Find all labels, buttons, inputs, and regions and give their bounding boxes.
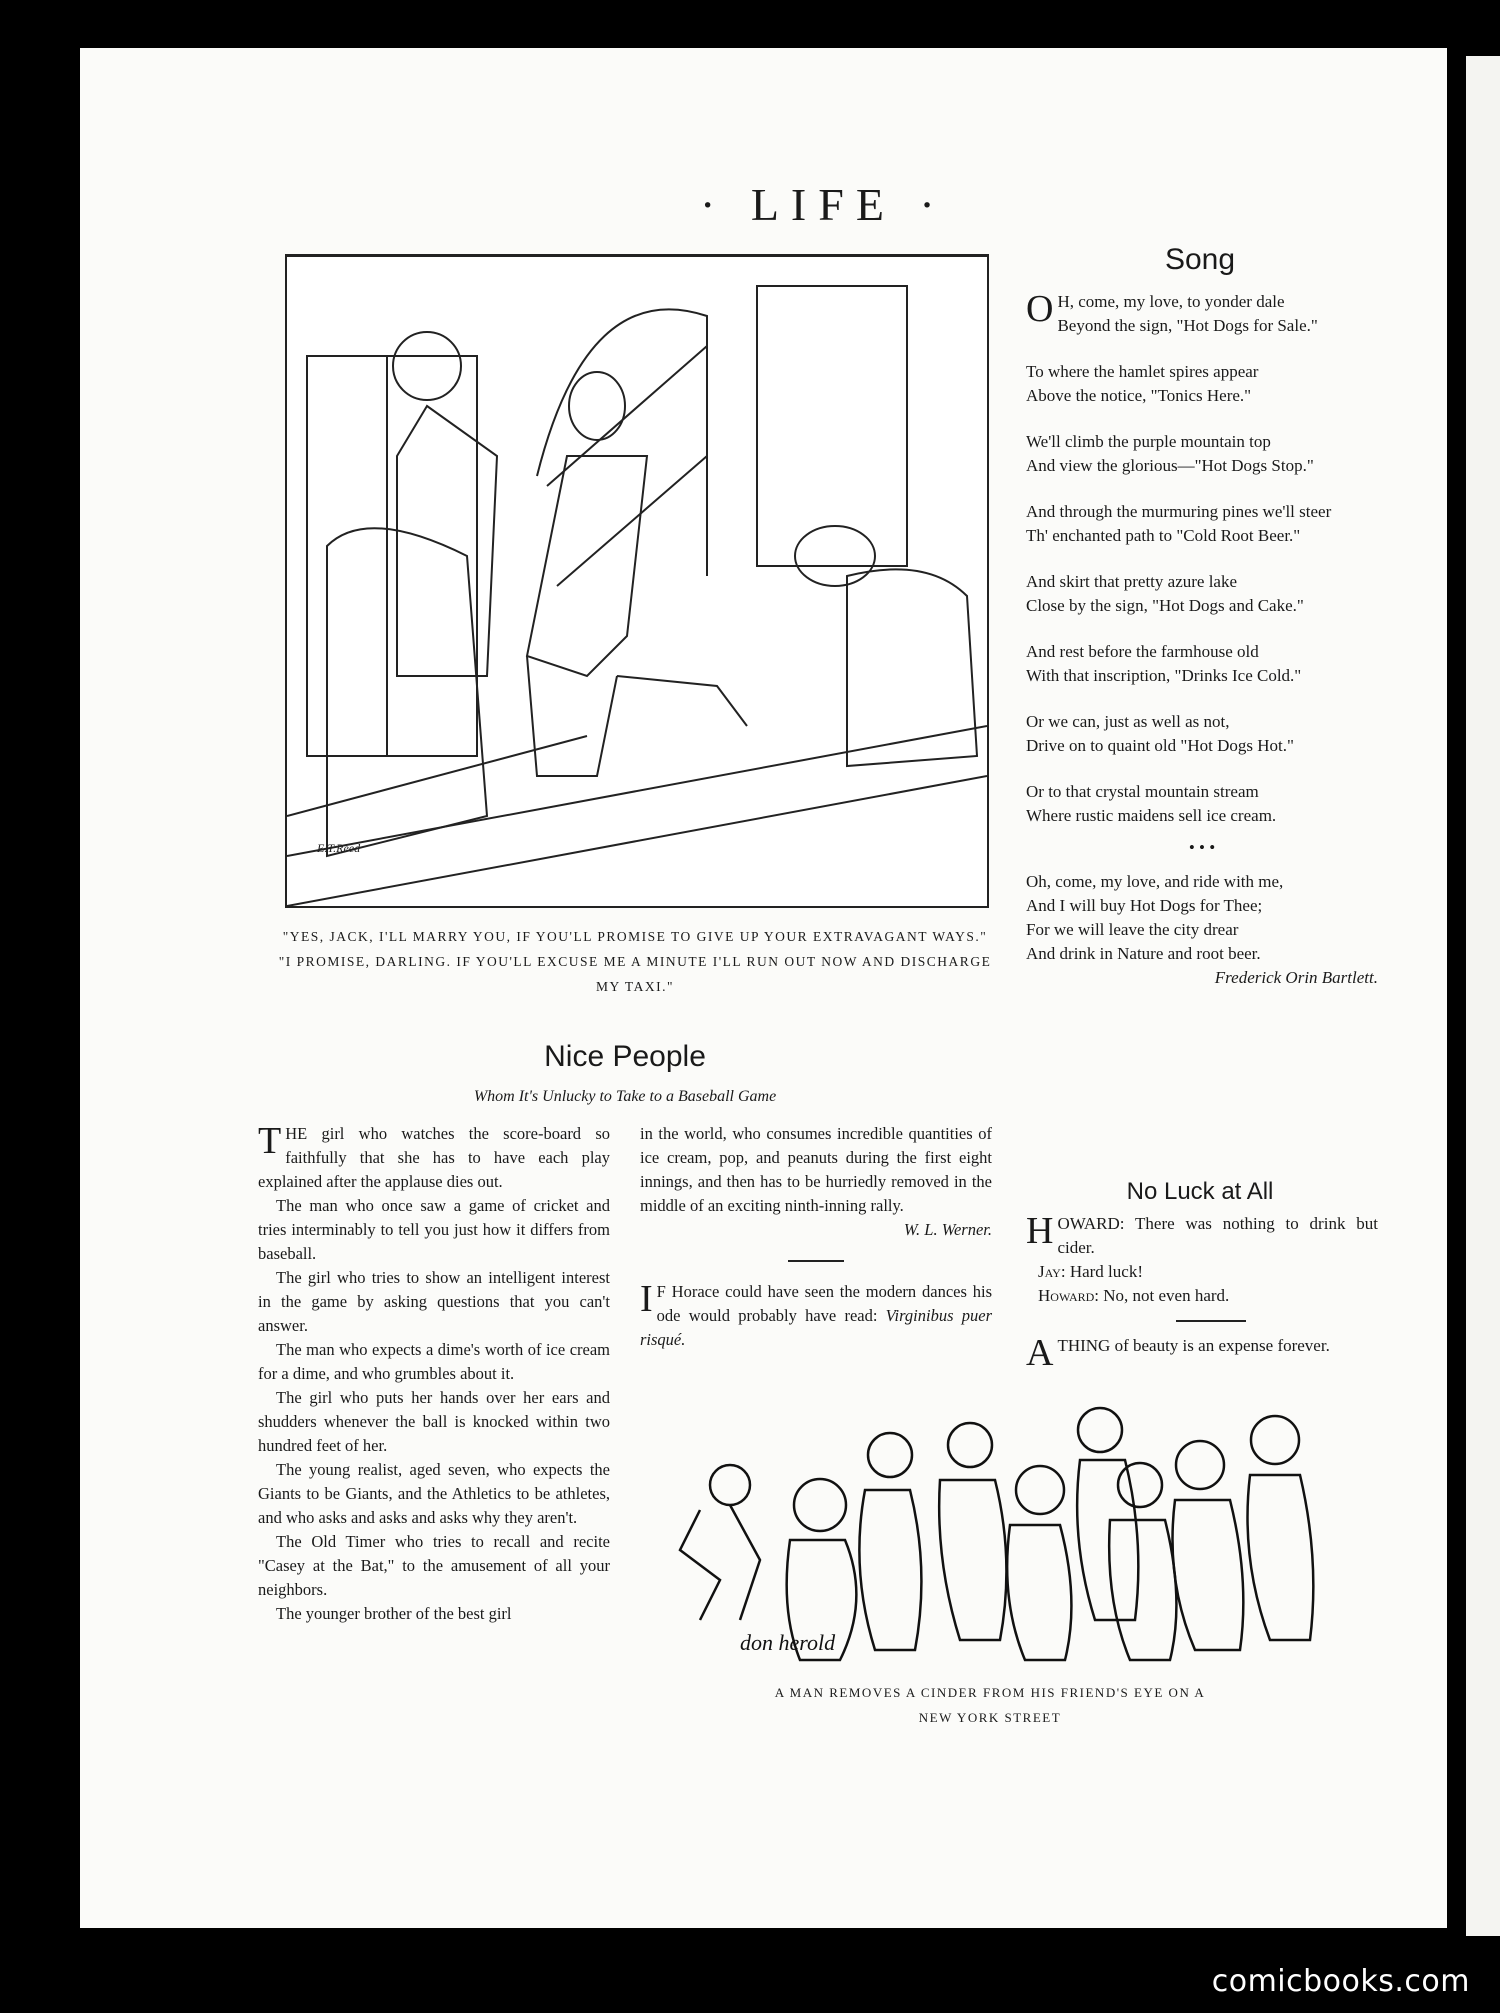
song-line-text: Where rustic maidens sell ice cream. <box>1026 806 1277 825</box>
dialogue-speaker: OWARD: <box>1057 1214 1125 1233</box>
dialogue-line <box>1026 1260 1378 1284</box>
song-line <box>1026 524 1378 548</box>
adjacent-page-edge <box>1466 56 1500 1936</box>
cinder-caption <box>700 1680 1280 1730</box>
proposal-caption <box>265 924 1005 999</box>
song-line <box>1026 640 1378 664</box>
horace-paragraph <box>640 1280 992 1352</box>
song-line-text: We'll climb the purple mountain top <box>1026 432 1271 451</box>
dialogue-line <box>1026 1212 1378 1260</box>
song-line-text: Or to that crystal mountain stream <box>1026 782 1259 801</box>
song-title: Song <box>1164 243 1236 276</box>
song-line-text: Th' enchanted path to "Cold Root Beer." <box>1026 526 1301 545</box>
drop-cap: A <box>1026 1332 1054 1374</box>
song-author: Frederick Orin Bartlett. <box>1214 968 1378 987</box>
caption-line: "I PROMISE, DARLING. IF YOU'LL EXCUSE ME A MINUTE I'LL RUN OUT NOW AND DISCHARGE MY TAXI." <box>278 954 992 994</box>
song-line <box>1026 430 1378 454</box>
drop-cap: H <box>1026 1210 1054 1252</box>
song-stanza <box>1026 710 1378 758</box>
paragraph: The man who expects a dime's worth of ice cream for a dime, and who grumbles about it. <box>258 1340 610 1383</box>
song-line <box>1026 570 1378 594</box>
site-watermark: comicbooks.com <box>1211 1964 1470 1999</box>
song-line-text: Close by the sign, "Hot Dogs and Cake." <box>1026 596 1304 615</box>
paragraph: The Old Timer who tries to recall and recite "Casey at the Bat," to the amusement of all your neighbors. <box>258 1532 610 1599</box>
song-stanza <box>1026 500 1378 548</box>
dialogue-line <box>1026 1284 1378 1308</box>
paragraph: The younger brother of the best girl <box>276 1604 512 1623</box>
song-line-text: Above the notice, "Tonics Here." <box>1026 386 1252 405</box>
no-luck-title: No Luck at All <box>1126 1178 1274 1205</box>
illustration-signature: E.T.Reed <box>317 841 361 855</box>
paragraph: The man who once saw a game of cricket and tries interminably to tell you just how it differs from baseball. <box>258 1196 610 1263</box>
song-line <box>1026 454 1378 478</box>
thing-of-beauty-text: THING of beauty is an expense forever. <box>1057 1336 1330 1355</box>
song-line <box>1026 734 1378 758</box>
song-line-text: And view the glorious—"Hot Dogs Stop." <box>1026 456 1314 475</box>
dialogue-text: Hard luck! <box>1069 1262 1143 1281</box>
song-line-text: Beyond the sign, "Hot Dogs for Sale." <box>1057 316 1318 335</box>
paragraph <box>258 1122 610 1194</box>
song-line: Oh, come, my love, and ride with me, <box>1026 872 1284 891</box>
song-line-text: Or we can, just as well as not, <box>1026 712 1230 731</box>
thing-of-beauty <box>1026 1332 1378 1374</box>
divider <box>788 1260 844 1262</box>
song-line-text: And rest before the farmhouse old <box>1026 642 1259 661</box>
nice-people-column-2 <box>640 1122 992 1352</box>
horace-quote: Virginibus puer risqué. <box>640 1306 992 1349</box>
caption-line: NEW YORK STREET <box>918 1710 1062 1725</box>
song-line-text: And skirt that pretty azure lake <box>1026 572 1238 591</box>
cinder-drawing <box>640 1400 1320 1680</box>
song-line <box>1026 664 1378 688</box>
cartoon-signature: don herold <box>740 1630 836 1655</box>
song-line: And I will buy Hot Dogs for Thee; <box>1026 896 1263 915</box>
dialogue-speaker: Howard: <box>1038 1286 1099 1305</box>
song-line-text: H, come, my love, to yonder dale <box>1057 292 1285 311</box>
song-line <box>1026 500 1378 524</box>
paragraph: The young realist, aged seven, who expects the Giants to be Giants, and the Athletics to be athletes, and who asks and asks and asks why they aren't. <box>258 1460 610 1527</box>
song-stanza <box>1026 290 1378 338</box>
song-line: And drink in Nature and root beer. <box>1026 944 1261 963</box>
song-poem <box>1026 290 1378 990</box>
song-line <box>1026 314 1378 338</box>
horace-text: F Horace could have seen the modern dances his ode would probably have read: <box>656 1282 992 1325</box>
song-line <box>1026 710 1378 734</box>
song-stanza <box>1026 780 1378 828</box>
song-line-text: With that inscription, "Drinks Ice Cold." <box>1026 666 1302 685</box>
no-luck-dialogue <box>1026 1210 1378 1374</box>
drop-cap: O <box>1026 288 1054 330</box>
song-line <box>1026 804 1378 828</box>
song-line: For we will leave the city drear <box>1026 920 1239 939</box>
proposal-drawing <box>287 256 987 906</box>
song-line-text: And through the murmuring pines we'll steer <box>1026 502 1332 521</box>
drop-cap: I <box>640 1278 653 1320</box>
drop-cap: T <box>258 1120 282 1162</box>
song-line-text: To where the hamlet spires appear <box>1026 362 1259 381</box>
song-stanza <box>1026 570 1378 618</box>
nice-people-subtitle: Whom It's Unlucky to Take to a Baseball Game <box>473 1088 777 1105</box>
caption-line: "YES, JACK, I'LL MARRY YOU, IF YOU'LL PROMISE TO GIVE UP YOUR EXTRAVAGANT WAYS." <box>282 929 988 944</box>
song-line <box>1026 360 1378 384</box>
song-separator: • • • <box>1188 838 1216 857</box>
paragraph: The girl who puts her hands over her ears and shudders whenever the ball is knocked within two hundred feet of her. <box>258 1388 610 1455</box>
caption-line: A MAN REMOVES A CINDER FROM HIS FRIEND'S EYE ON A <box>774 1685 1206 1700</box>
nice-people-column-1 <box>258 1122 610 1626</box>
article-author: W. L. Werner. <box>903 1220 992 1239</box>
dialogue-text: There was nothing to drink but cider. <box>1057 1214 1378 1257</box>
proposal-illustration <box>285 254 989 908</box>
paragraph: The girl who tries to show an intelligent interest in the game by asking questions that you can't answer. <box>258 1268 610 1335</box>
song-line <box>1026 780 1378 804</box>
song-line <box>1026 384 1378 408</box>
nice-people-title: Nice People <box>544 1040 706 1073</box>
masthead: · LIFE · <box>700 179 947 230</box>
divider <box>1176 1320 1246 1322</box>
paragraph-text: HE girl who watches the score-board so faithfully that she has to have each play explained after the applause dies out. <box>258 1124 610 1191</box>
paragraph-continued: in the world, who consumes incredible quantities of ice cream, pop, and peanuts during the first eight innings, and then has to be hurriedly removed in the middle of an exciting ninth-inning rally. <box>640 1124 992 1215</box>
song-line-text: Drive on to quaint old "Hot Dogs Hot." <box>1026 736 1294 755</box>
dialogue-speaker: Jay: <box>1038 1262 1066 1281</box>
cinder-cartoon <box>640 1400 1320 1680</box>
dialogue-text: No, not even hard. <box>1103 1286 1230 1305</box>
song-stanza <box>1026 430 1378 478</box>
song-line <box>1026 594 1378 618</box>
song-stanza <box>1026 360 1378 408</box>
song-stanza <box>1026 640 1378 688</box>
